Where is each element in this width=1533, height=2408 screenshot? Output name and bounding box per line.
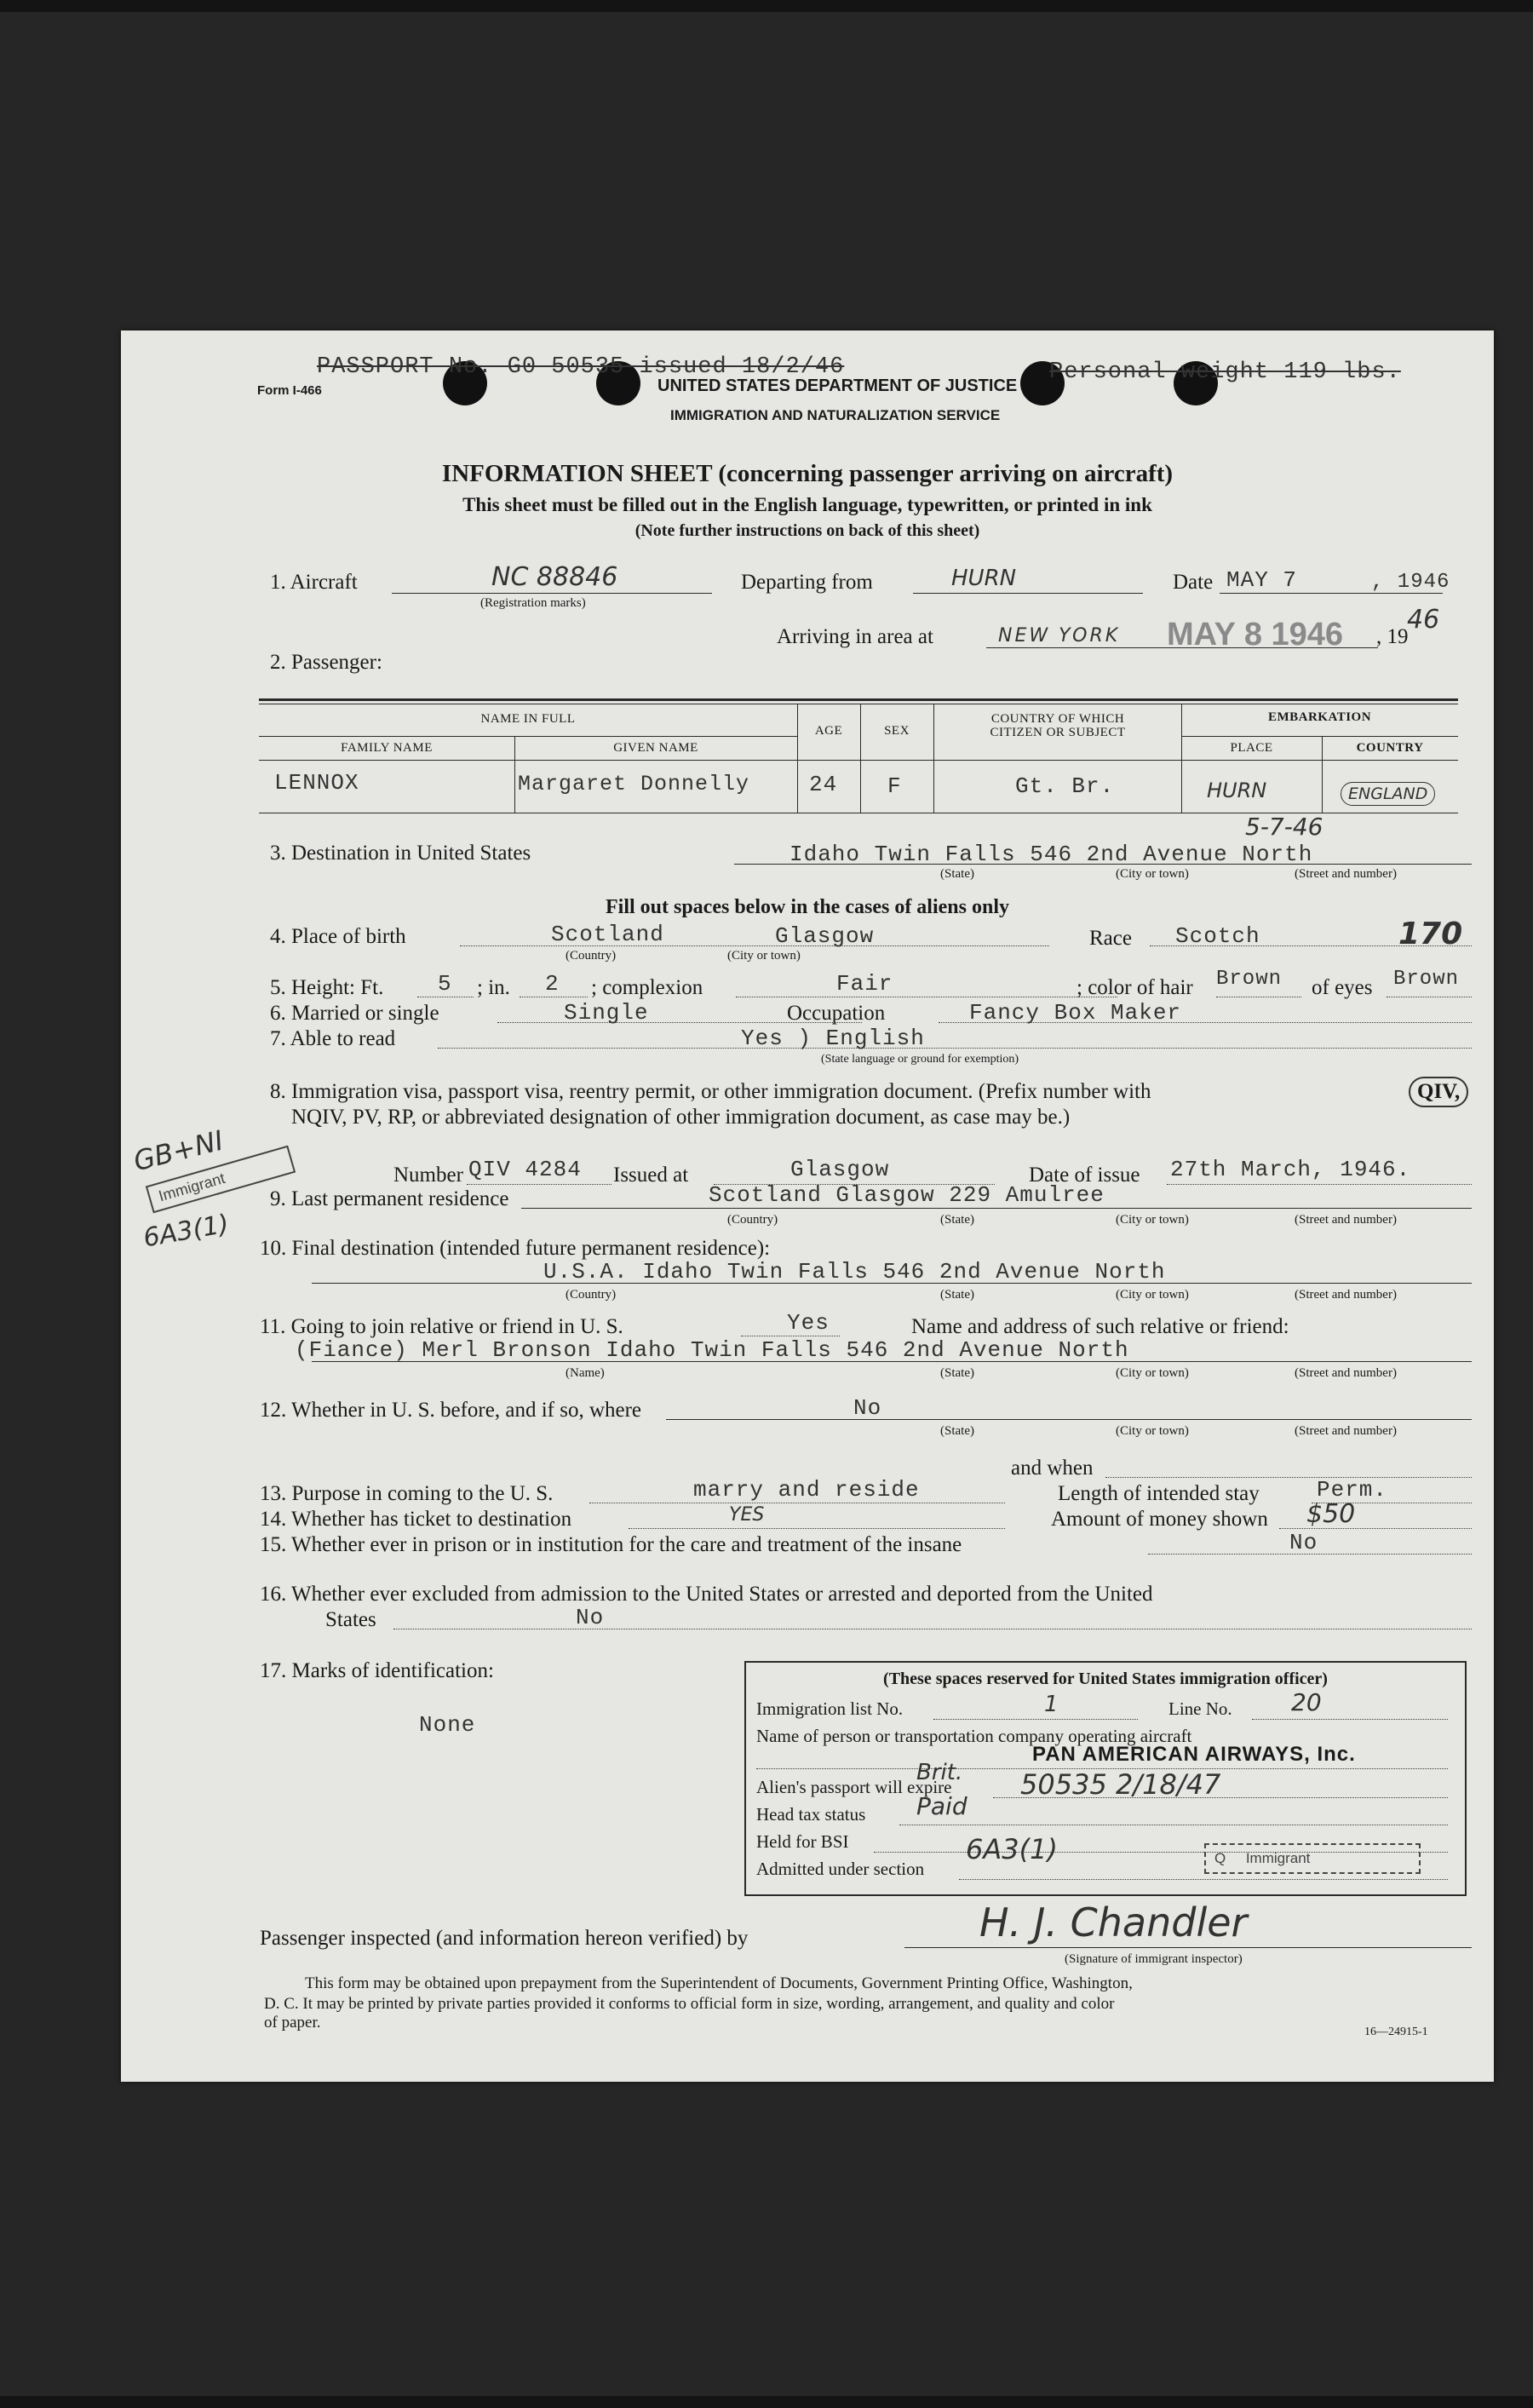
company-value: PAN AMERICAN AIRWAYS, Inc. — [1032, 1743, 1356, 1766]
hand-number: 170 — [1398, 917, 1463, 951]
aircraft-label: 1. Aircraft — [270, 571, 358, 594]
sex-header: SEX — [884, 724, 910, 738]
departing-label: Departing from — [741, 571, 873, 594]
admitted-line — [959, 1879, 1448, 1880]
complexion-value: Fair — [836, 971, 893, 997]
list-no-line — [933, 1719, 1138, 1720]
height-label: 5. Height: Ft. — [270, 976, 384, 999]
given-name-value: Margaret Donnelly — [518, 772, 750, 796]
embarkation-header: EMBARKATION — [1267, 710, 1372, 724]
married-value: Single — [564, 1000, 649, 1026]
table-col-sep-4 — [933, 704, 934, 813]
given-name-header: GIVEN NAME — [613, 741, 698, 755]
birth-cap-city: (City or town) — [727, 949, 801, 963]
excluded-value: No — [576, 1605, 605, 1630]
height-ft: 5 — [438, 971, 452, 997]
scanner-edge-bottom — [0, 2396, 1533, 2408]
final-cap-country: (Country) — [566, 1288, 617, 1302]
officer-box — [744, 1661, 1467, 1896]
officer-box-title: (These spaces reserved for United States immigration officer) — [883, 1670, 1328, 1688]
occupation-value: Fancy Box Maker — [969, 1000, 1182, 1026]
aircraft-caption: (Registration marks) — [480, 596, 586, 610]
residence-value: Scotland Glasgow 229 Amulree — [709, 1182, 1105, 1208]
country-header: COUNTRY — [1356, 741, 1424, 755]
ticket-line — [629, 1528, 1005, 1529]
in-us-before-line — [666, 1419, 1472, 1420]
marks-label: 17. Marks of identification: — [260, 1659, 494, 1682]
table-sub-rule — [259, 736, 797, 737]
issued-at-label: Issued at — [613, 1164, 689, 1187]
arriving-value: NEW YORK — [998, 625, 1121, 647]
purpose-value: marry and reside — [693, 1477, 920, 1503]
destination-label: 3. Destination in United States — [270, 842, 531, 865]
inspector-signature: H. J. Chandler — [979, 1899, 1248, 1945]
relative-cap-street: (Street and number) — [1295, 1366, 1397, 1380]
relative-value: (Fiance) Merl Bronson Idaho Twin Falls 546 2nd Avenue North — [295, 1337, 1129, 1363]
hair-value: Brown — [1216, 968, 1283, 991]
passenger-label: 2. Passenger: — [270, 651, 382, 674]
destination-cap-city: (City or town) — [1116, 867, 1189, 881]
inspected-label: Passenger inspected (and information hereon verified) by — [260, 1927, 749, 1950]
departing-value: HURN — [951, 566, 1017, 591]
margin-hand-top: GB+NI — [129, 1124, 227, 1178]
signature-caption: (Signature of immigrant inspector) — [1065, 1952, 1243, 1966]
departing-line — [913, 593, 1143, 594]
ticket-value: YES — [729, 1504, 765, 1526]
issued-at-value: Glasgow — [790, 1157, 890, 1182]
head-tax-value: Paid — [916, 1792, 967, 1820]
height-in: 2 — [545, 971, 560, 997]
excluded-label: 16. Whether ever excluded from admission to the United States or arrested and deported from the United — [260, 1583, 1153, 1606]
line-no-label: Line No. — [1168, 1698, 1232, 1719]
hand-date-note: 5-7-46 — [1245, 813, 1323, 841]
relative-cap-state: (State) — [940, 1366, 974, 1380]
destination-cap-state: (State) — [940, 867, 974, 881]
table-header-bottom — [259, 760, 1458, 761]
in-us-before-value: No — [853, 1395, 882, 1421]
family-name-header: FAMILY NAME — [341, 741, 433, 755]
admitted-stamp: Q Immigrant — [1204, 1843, 1421, 1874]
form-sheet — [121, 330, 1494, 2082]
final-destination-label: 10. Final destination (intended future permanent residence): — [260, 1237, 771, 1260]
head-tax-label: Head tax status — [756, 1804, 866, 1825]
money-value: $50 — [1306, 1499, 1356, 1529]
stay-label: Length of intended stay — [1058, 1482, 1260, 1505]
visa-number-line — [467, 1184, 611, 1185]
table-col-sep-3 — [860, 704, 861, 813]
issue-date-line — [1167, 1184, 1472, 1185]
passport-expire-label: Alien's passport will expire — [756, 1777, 952, 1797]
citizen-value: Gt. Br. — [1015, 773, 1115, 799]
birth-city: Glasgow — [775, 923, 875, 949]
q8-qiv: QIV, — [1409, 1077, 1468, 1107]
bsi-label: Held for BSI — [756, 1831, 849, 1852]
race-value: Scotch — [1175, 923, 1260, 949]
hair-label: ; color of hair — [1077, 976, 1193, 999]
married-label: 6. Married or single — [270, 1002, 439, 1025]
margin-immigrant-stamp: Immigrant — [146, 1146, 296, 1214]
eyes-value: Brown — [1393, 968, 1460, 991]
join-relative-label: 11. Going to join relative or friend in U. S. — [260, 1315, 623, 1338]
issue-date-label: Date of issue — [1029, 1164, 1140, 1187]
in-us-cap-state: (State) — [940, 1424, 974, 1438]
name-in-full-header: NAME IN FULL — [480, 712, 576, 726]
issue-date-value: 27th March, 1946. — [1170, 1157, 1411, 1182]
footer-line2: D. C. It may be printed by private parties provided it conforms to official form in size, wording, arrangement, and quality and color — [264, 1995, 1115, 2013]
table-top-rule — [259, 698, 1458, 701]
table-col-sep-2 — [797, 704, 798, 813]
residence-cap-state: (State) — [940, 1213, 974, 1227]
age-value: 24 — [809, 772, 838, 797]
emb-place-value: HURN — [1207, 779, 1267, 802]
emb-country-value: ENGLAND — [1341, 782, 1435, 806]
final-destination-value: U.S.A. Idaho Twin Falls 546 2nd Avenue North — [543, 1259, 1166, 1284]
list-no-value: 1 — [1044, 1692, 1059, 1717]
marks-value: None — [419, 1712, 476, 1738]
scanner-edge-top — [0, 0, 1533, 12]
service-name: IMMIGRATION AND NATURALIZATION SERVICE — [670, 407, 1001, 423]
money-label: Amount of money shown — [1051, 1508, 1268, 1531]
visa-number-label: Number — [393, 1164, 463, 1187]
margin-hand-bottom: 6A3(1) — [141, 1209, 232, 1254]
complexion-label: ; complexion — [591, 976, 703, 999]
struck-passport-note: PASSPORT No. G0 50535 issued 18/2/46 — [317, 354, 845, 380]
birthplace-label: 4. Place of birth — [270, 925, 406, 948]
family-name-value: LENNOX — [274, 770, 359, 796]
arrival-date-stamp: MAY 8 1946 — [1167, 617, 1344, 652]
date-label: Date — [1173, 571, 1214, 594]
place-header: PLACE — [1230, 741, 1273, 755]
birth-country: Scotland — [551, 922, 664, 947]
admitted-label: Admitted under section — [756, 1859, 925, 1879]
residence-cap-country: (Country) — [727, 1213, 778, 1227]
occupation-label: Occupation — [787, 1002, 886, 1025]
ticket-label: 14. Whether has ticket to destination — [260, 1508, 572, 1531]
struck-weight-note: Personal weight 119 lbs. — [1049, 359, 1401, 385]
list-no-label: Immigration list No. — [756, 1698, 904, 1719]
arrival-year-prefix: , 19 — [1376, 625, 1409, 648]
form-title: INFORMATION SHEET (concerning passenger arriving on aircraft) — [441, 460, 1174, 487]
prison-label: 15. Whether ever in prison or in institution for the care and treatment of the insane — [260, 1533, 962, 1556]
residence-cap-city: (City or town) — [1116, 1213, 1189, 1227]
read-caption: (State language or ground for exemption) — [821, 1053, 1019, 1066]
visa-number-value: QIV 4284 — [468, 1157, 582, 1182]
company-label: Name of person or transportation company operating aircraft — [756, 1726, 1192, 1746]
arriving-label: Arriving in area at — [777, 625, 933, 648]
relative-cap-city: (City or town) — [1116, 1366, 1189, 1380]
eyes-label: of eyes — [1312, 976, 1373, 999]
in-us-cap-street: (Street and number) — [1295, 1424, 1397, 1438]
in-us-before-label: 12. Whether in U. S. before, and if so, where — [260, 1399, 642, 1422]
q8-line1: 8. Immigration visa, passport visa, reentry permit, or other immigration document. (Prefix number with — [270, 1080, 1151, 1103]
race-label: Race — [1089, 927, 1132, 950]
relative-name-label: Name and address of such relative or friend: — [911, 1315, 1289, 1338]
q8-line2: NQIV, PV, RP, or abbreviated designation of other immigration document, as case may be.) — [291, 1106, 1071, 1129]
line-no-line — [1252, 1719, 1448, 1720]
purpose-label: 13. Purpose in coming to the U. S. — [260, 1482, 554, 1505]
aircraft-value: NC 88846 — [491, 562, 618, 592]
residence-cap-street: (Street and number) — [1295, 1213, 1397, 1227]
aliens-note: Fill out spaces below in the cases of aliens only — [605, 896, 1009, 918]
stay-value: Perm. — [1317, 1477, 1388, 1503]
department-name: UNITED STATES DEPARTMENT OF JUSTICE — [657, 376, 1018, 395]
and-when-label: and when — [1011, 1457, 1094, 1480]
form-subtitle: This sheet must be filled out in the English language, typewritten, or printed in ink — [462, 494, 1152, 515]
sex-value: F — [887, 773, 902, 799]
destination-cap-street: (Street and number) — [1295, 867, 1397, 881]
excluded-label2: States — [325, 1608, 376, 1631]
passport-hand-prefix: Brit. — [916, 1760, 963, 1785]
and-when-line — [1105, 1477, 1472, 1478]
date-year: , 1946 — [1371, 571, 1450, 594]
passport-expire-value: 50535 2/18/47 — [1020, 1768, 1221, 1801]
date-value: MAY 7 — [1226, 567, 1298, 593]
final-cap-city: (City or town) — [1116, 1288, 1189, 1302]
arrival-year-hand: 46 — [1407, 605, 1440, 635]
in-us-cap-city: (City or town) — [1116, 1424, 1189, 1438]
prison-value: No — [1289, 1530, 1318, 1555]
form-note: (Note further instructions on back of this sheet) — [634, 521, 980, 540]
destination-value: Idaho Twin Falls 546 2nd Avenue North — [789, 842, 1313, 867]
form-number: Form I-466 — [257, 383, 322, 398]
birthplace-line — [460, 945, 1049, 946]
final-cap-state: (State) — [940, 1288, 974, 1302]
residence-label: 9. Last permanent residence — [270, 1187, 509, 1210]
read-label: 7. Able to read — [270, 1027, 396, 1050]
relative-cap-name: (Name) — [566, 1366, 605, 1380]
footer-code: 16—24915-1 — [1364, 2026, 1428, 2038]
footer-line1: This form may be obtained upon prepayment from the Superintendent of Documents, Government Printing Office, Washington, — [305, 1974, 1133, 1992]
read-value: Yes ) English — [741, 1026, 925, 1051]
line-no-value: 20 — [1291, 1688, 1322, 1716]
table-sub-rule-emb — [1181, 736, 1458, 737]
residence-line — [521, 1208, 1472, 1209]
footer-line3: of paper. — [264, 2014, 321, 2032]
join-relative-value: Yes — [787, 1310, 830, 1336]
aircraft-line — [392, 593, 712, 594]
country-citizen-header: COUNTRY OF WHICH CITIZEN OR SUBJECT — [990, 712, 1126, 739]
signature-line — [904, 1947, 1472, 1948]
birth-cap-country: (Country) — [566, 949, 617, 963]
age-header: AGE — [814, 724, 843, 738]
admitted-value: 6A3(1) — [966, 1833, 1058, 1865]
height-in-label: ; in. — [477, 976, 510, 999]
read-line — [438, 1048, 1472, 1049]
final-cap-street: (Street and number) — [1295, 1288, 1397, 1302]
